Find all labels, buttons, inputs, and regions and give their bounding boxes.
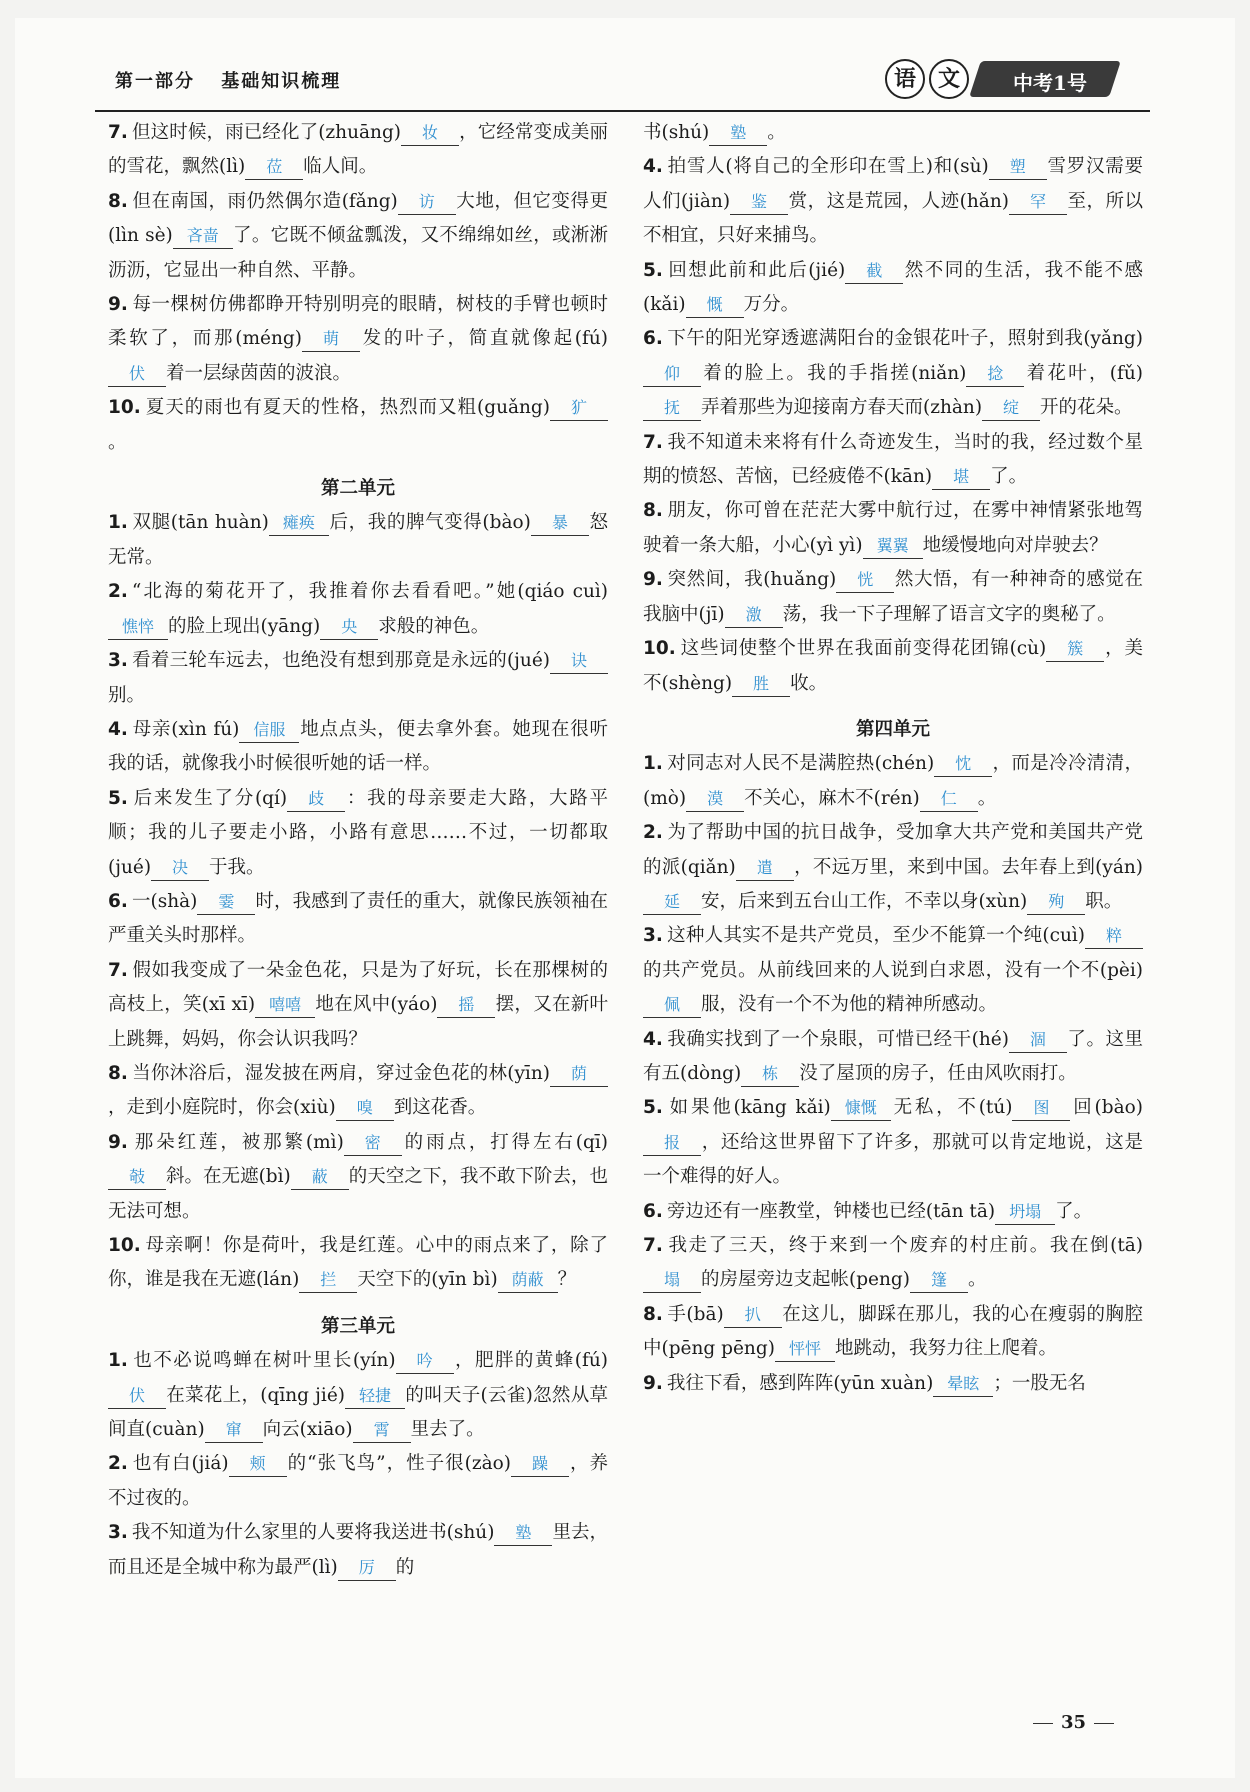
item-number: 8. [108, 1062, 128, 1084]
question-text: ，而是冷冷清清，(mò) [643, 753, 1143, 809]
answer-blank: 栋 [741, 1062, 799, 1087]
answer-blank: 漠 [686, 787, 744, 812]
question-text: 地缓慢地向对岸驶去？ [922, 534, 1108, 556]
question-text: 万分。 [743, 294, 800, 316]
answer-blank: 嘻嘻 [255, 993, 315, 1018]
exercise-item [108, 575, 608, 644]
answer-blank: 截 [845, 259, 903, 284]
item-number: 5. [108, 787, 128, 809]
question-text: 不关心，麻木不(rén) [744, 787, 920, 809]
question-text: 一(shà) [131, 890, 198, 912]
question-text: 拍雪人(将自己的全形印在雪上)和(sù) [666, 156, 989, 178]
item-number: 9. [108, 1131, 128, 1153]
question-text: 的雨点，打得左右(qī) [401, 1131, 608, 1153]
question-text: 弄着那些为迎接南方春天而(zhàn) [701, 397, 983, 419]
question-text: 我确实找到了一个泉眼，可惜已经干(hé) [666, 1028, 1009, 1050]
item-number: 3. [108, 1522, 128, 1544]
question-text: ：我的母亲要走大路，大路平顺；我的儿子要走小路，小路有意思……不过，一切都取(jué) [108, 787, 608, 878]
subject-char-2: 文 [929, 59, 969, 99]
answer-blank: 瘫痪 [269, 511, 329, 536]
question-text: 。 [767, 122, 786, 143]
answer-blank: 涸 [1009, 1028, 1067, 1053]
unit-spacer [643, 701, 1143, 713]
question-text: 当你沐浴后，湿发披在两肩，穿过金色花的林(yīn) [131, 1062, 550, 1084]
question-text: 这种人其实不是共产党员，至少不能算一个纯(cuì) [666, 925, 1085, 947]
answer-blank: 塑 [989, 155, 1047, 180]
item-number: 3. [108, 650, 128, 672]
item-number: 7. [108, 122, 128, 143]
answer-blank: 胜 [732, 672, 790, 697]
answer-blank: 仰 [643, 362, 701, 387]
item-number: 4. [643, 156, 663, 178]
question-text: 了。 [1055, 1200, 1093, 1222]
answer-blank: 颊 [229, 1452, 287, 1477]
answer-blank: 厉 [338, 1556, 396, 1581]
right-column [643, 116, 1143, 1401]
question-text: 对同志对人民不是满腔热(chén) [666, 753, 935, 775]
question-text: ，还给这世界留下了许多，那就可以肯定地说，这是一个难得的好人。 [643, 1131, 1143, 1188]
question-text: 里去，而且还是全城中称为最严(lì) [108, 1522, 608, 1578]
answer-blank: 访 [398, 190, 456, 215]
answer-blank: 塌 [643, 1268, 701, 1293]
question-text: 向云(xiāo) [262, 1419, 353, 1441]
question-text: 后，我的脾气变得(bào) [328, 512, 531, 534]
question-text: 时，我感到了责任的重大，就像民族领袖在严重关头时那样。 [108, 890, 608, 947]
item-number: 10. [108, 397, 141, 419]
exercise-item [108, 885, 608, 954]
question-text: 然大悟，有一种神奇的感觉在我脑中(jī) [643, 569, 1143, 625]
item-number: 5. [643, 1097, 663, 1119]
answer-blank: 憔悴 [108, 615, 168, 640]
answer-blank: 佩 [643, 993, 701, 1018]
exercise-item [108, 1057, 608, 1126]
answer-blank: 翼翼 [863, 534, 923, 559]
question-text: 在菜花上，(qīng jié) [166, 1384, 346, 1406]
question-text: 收。 [790, 672, 828, 694]
answer-blank: 犷 [550, 396, 608, 421]
item-number: 7. [643, 1235, 663, 1256]
header-section: 基础知识梳理 [221, 71, 342, 92]
question-text: 荡，我一下子理解了语言文字的奥秘了。 [782, 603, 1116, 625]
question-text: 着一层绿茵茵的波浪。 [166, 362, 352, 384]
answer-blank: 妆 [401, 121, 459, 146]
answer-blank: 央 [320, 615, 378, 640]
question-text: 的脸上现出(yāng) [168, 615, 321, 637]
unit-heading: 第四单元 [855, 718, 930, 740]
answer-blank: 荫蔽 [498, 1268, 558, 1293]
answer-blank: 诀 [550, 649, 608, 674]
exercise-item [108, 1126, 608, 1229]
answer-blank: 仁 [920, 787, 978, 812]
answer-blank: 决 [151, 856, 209, 881]
question-text: 。 [977, 787, 997, 809]
answer-blank: 殉 [1027, 890, 1085, 915]
answer-blank: 簇 [1046, 637, 1104, 662]
exercise-item [643, 116, 1143, 150]
question-text: 回想此前和此后(jié) [666, 259, 846, 281]
question-text: 那朵红莲，被那繁(mì) [131, 1131, 344, 1153]
question-text: 假如我变成了一朵金色花，只是为了好玩，长在那棵树的高枝上，笑(xī xī) [108, 959, 608, 1016]
answer-blank: 萌 [302, 327, 360, 352]
answer-blank: 摇 [437, 993, 495, 1018]
question-text: 后来发生了分(qí) [131, 787, 288, 809]
exercise-item [108, 116, 608, 185]
answer-blank: 窜 [205, 1418, 263, 1443]
question-text: 突然间，我(huǎng) [666, 569, 837, 591]
question-text: 没了屋顶的房子，任由风吹雨打。 [799, 1062, 1077, 1084]
question-text: 斜。在无遮(bì) [166, 1166, 291, 1188]
question-text: 下午的阳光穿透遮满阳台的金银花叶子，照射到我(yǎng) [666, 328, 1143, 350]
exercise-item [643, 1229, 1143, 1298]
question-text: ，养不过夜的。 [108, 1453, 608, 1509]
question-text: 为了帮助中国的抗日战争，受加拿大共产党和美国共产党的派(qiǎn) [643, 822, 1143, 878]
item-number: 1. [108, 1350, 128, 1372]
question-text: 开的花朵。 [1040, 397, 1133, 419]
question-text: 的共产党员。从前线回来的人说到白求恩，没有一个不(pèi) [643, 959, 1143, 981]
exercise-item [108, 288, 608, 391]
question-text: 了。 [990, 466, 1028, 488]
exercise-item [108, 1447, 608, 1516]
answer-blank: 抚 [643, 396, 701, 421]
question-text: ；一股无名 [993, 1372, 1086, 1394]
question-text: 着的脸上。我的手指搓(niǎn) [701, 362, 967, 384]
question-text: 我走了三天，终于来到一个废弃的村庄前。我在倒(tā) [666, 1235, 1143, 1256]
exercise-item [108, 1516, 608, 1585]
answer-blank: 歧 [287, 787, 345, 812]
question-text: 赏，这是荒园，人迹(hǎn) [788, 190, 1009, 212]
exercise-item [643, 322, 1143, 425]
question-text: 但这时候，雨已经化了(zhuāng) [131, 122, 402, 143]
answer-blank: 塾 [494, 1521, 552, 1546]
answer-blank: 篷 [910, 1268, 968, 1293]
question-text: 着花叶，(fǔ) [1024, 362, 1143, 384]
exercise-item [643, 563, 1143, 632]
question-text: 地跳动，我努力往上爬着。 [834, 1338, 1057, 1360]
item-number: 7. [643, 431, 663, 453]
question-text: ，走到小庭院时，你会(xiù) [108, 1097, 336, 1119]
exercise-item [643, 1091, 1143, 1194]
answer-blank: 怦怦 [775, 1337, 835, 1362]
question-text: 的房屋旁边支起帐(peng) [701, 1269, 910, 1291]
answer-blank: 激 [725, 603, 783, 628]
question-text: 我不知道未来将有什么奇迹发生，当时的我，经过数个星期的愤怒、苦恼，已经疲倦不(kān) [643, 431, 1143, 488]
question-text: 双腿(tān huàn) [131, 512, 269, 534]
question-text: 摆，又在新叶上跳舞，妈妈，你会认识我吗？ [108, 994, 608, 1050]
question-text: 职。 [1085, 890, 1123, 912]
subject-logo [885, 59, 973, 99]
unit-heading: 第二单元 [320, 478, 395, 500]
book-badge-text: 中考1号 [1013, 71, 1087, 95]
answer-blank: 晕眩 [933, 1372, 993, 1397]
question-text: 的“张飞鸟”，性子很(zào) [286, 1453, 511, 1475]
question-text: 别。 [108, 684, 146, 706]
item-number: 2. [643, 822, 663, 844]
answer-blank: 霎 [197, 890, 255, 915]
question-text: 雪罗汉需要人们(jiàn) [643, 156, 1143, 212]
item-number: 8. [643, 1303, 663, 1325]
question-text: ，不远万里，来到中国。去年春上到(yán) [793, 856, 1143, 878]
answer-blank: 密 [344, 1131, 402, 1156]
question-text: 求般的神色。 [378, 615, 490, 637]
answer-blank: 躁 [511, 1452, 569, 1477]
answer-blank: 延 [643, 890, 701, 915]
question-text: 母亲(xìn fú) [131, 718, 240, 740]
question-text: 手(bā) [666, 1303, 724, 1325]
question-text: 在这儿，脚踩在那儿，我的心在瘦弱的胸腔中(pēng pēng) [643, 1303, 1143, 1360]
exercise-item [108, 1229, 608, 1298]
question-text: 我不知道为什么家里的人要将我送进书(shú) [131, 1522, 495, 1544]
item-number: 9. [108, 294, 128, 316]
answer-blank: 慨 [686, 293, 744, 318]
unit-heading: 第三单元 [320, 1315, 395, 1337]
question-text: ，美不(shèng) [643, 638, 1143, 694]
item-number: 2. [108, 1453, 128, 1475]
question-text: 但在南国，雨仍然偶尔造(fǎng) [131, 190, 398, 212]
answer-blank: 吝啬 [173, 224, 233, 249]
exercise-item [108, 782, 608, 885]
answer-blank: 图 [1012, 1096, 1070, 1121]
question-text: 天空下的(yīn bì) [357, 1269, 498, 1291]
question-text: 回(bào) [1070, 1097, 1143, 1119]
item-number: 9. [643, 1372, 663, 1394]
question-text: 每一棵树仿佛都睁开特别明亮的眼睛，树枝的手臂也顿时柔软了，而那(méng) [108, 294, 608, 350]
item-number: 6. [643, 1200, 663, 1222]
question-text: 如果他(kāng kǎi) [666, 1097, 831, 1119]
answer-blank: 嗅 [336, 1096, 394, 1121]
answer-blank: 暴 [531, 511, 589, 536]
item-number: 4. [108, 718, 128, 740]
question-text: 临人间。 [303, 156, 378, 178]
question-text: 也不必说鸣蝉在树叶里长(yín) [131, 1350, 396, 1372]
answer-blank: 绽 [982, 396, 1040, 421]
question-text: 地点点头，便去拿外套。她现在很听我的话，就像我小时候很听她的话一样。 [108, 718, 608, 775]
exercise-item [643, 747, 1143, 816]
question-text: 。 [967, 1269, 987, 1291]
exercise-item [108, 1344, 608, 1447]
exercise-item [108, 391, 608, 460]
question-text: 服，没有一个不为他的精神所感动。 [701, 994, 998, 1016]
item-number: 1. [108, 512, 128, 534]
answer-blank: 鉴 [730, 190, 788, 215]
answer-blank: 罕 [1009, 190, 1067, 215]
item-number: 8. [643, 500, 663, 522]
answer-blank: 粹 [1085, 924, 1143, 949]
answer-blank: 恍 [836, 568, 894, 593]
item-number: 5. [643, 259, 663, 281]
answer-blank: 伏 [108, 1384, 166, 1409]
item-number: 4. [643, 1028, 663, 1050]
question-text: 怒无常。 [108, 512, 608, 568]
answer-blank: 遣 [736, 856, 794, 881]
question-text: 旁边还有一座教堂，钟楼也已经(tān tā) [666, 1200, 996, 1222]
question-text: 母亲啊！你是荷叶，我是红莲。心中的雨点来了，除了你，谁是我在无遮(lán) [108, 1235, 608, 1291]
question-text: ，肥胖的黄蜂(fú) [453, 1350, 608, 1372]
answer-blank: 堪 [932, 465, 990, 490]
header-part: 第一部分 [115, 71, 195, 92]
answer-blank: 蔽 [291, 1165, 349, 1190]
unit-spacer [108, 460, 608, 472]
question-text: 至，所以不相宜，只好来捕鸟。 [643, 190, 1143, 247]
answer-blank: 报 [643, 1131, 701, 1156]
question-text: 也有白(jiá) [131, 1453, 229, 1475]
question-text: 地在风中(yáo) [315, 994, 438, 1016]
item-number: 1. [643, 753, 663, 775]
question-text: 里去了。 [410, 1419, 485, 1441]
answer-blank: 荫 [550, 1062, 608, 1087]
answer-blank: 慷慨 [831, 1096, 891, 1121]
answer-blank: 吟 [396, 1349, 454, 1374]
answer-blank: 坍塌 [995, 1200, 1055, 1225]
exercise-item [643, 150, 1143, 253]
item-number: 10. [108, 1235, 141, 1256]
question-text: 朋友，你可曾在茫茫大雾中航行过，在雾中神情紧张地驾驶着一条大船，小心(yì yì) [643, 500, 1143, 556]
exercise-item [643, 1367, 1143, 1401]
item-number: 6. [643, 328, 663, 350]
page-number: 35 [1025, 1712, 1122, 1733]
question-text: 发的叶子，简直就像起(fú) [359, 328, 609, 350]
exercise-item [643, 254, 1143, 323]
exercise-item [643, 919, 1143, 1022]
question-text: 夏天的雨也有夏天的性格，热烈而又粗(guǎng) [144, 397, 550, 419]
item-number: 7. [108, 959, 128, 981]
item-number: 9. [643, 569, 663, 591]
question-text: 的 [395, 1556, 415, 1578]
exercise-item [108, 185, 608, 288]
answer-blank: 忱 [934, 752, 992, 777]
exercise-item [108, 713, 608, 782]
answer-blank: 伏 [108, 362, 166, 387]
question-text: ，它经常变成美丽的雪花，飘然(lì) [108, 122, 608, 178]
question-text: 了。它既不倾盆瓢泼，又不绵绵如丝，或淅淅沥沥，它显出一种自然、平静。 [108, 225, 608, 281]
exercise-item [643, 1298, 1143, 1367]
question-text: 。 [108, 431, 127, 453]
question-text: 的叫天子(云雀)忽然从草间直(cuàn) [108, 1384, 609, 1441]
answer-blank: 霄 [353, 1418, 411, 1443]
question-text: 无私，不(tú) [890, 1097, 1013, 1119]
question-text: 我往下看，感到阵阵(yūn xuàn) [666, 1372, 934, 1394]
item-number: 3. [643, 925, 663, 947]
page-header [95, 55, 1150, 112]
answer-blank: 攲 [108, 1165, 166, 1190]
answer-blank: 拦 [299, 1268, 357, 1293]
question-text: 安，后来到五台山工作，不幸以身(xùn) [701, 890, 1028, 912]
exercise-item [643, 1023, 1143, 1092]
answer-blank: 扒 [724, 1303, 782, 1328]
exercise-item [108, 506, 608, 575]
exercise-item [643, 426, 1143, 495]
answer-blank: 莅 [245, 155, 303, 180]
question-text: 于我。 [209, 856, 265, 878]
item-number: 2. [108, 581, 128, 603]
question-text: 然不同的生活，我不能不感(kǎi) [643, 259, 1143, 316]
question-text: 书(shú) [643, 122, 710, 143]
question-text: ？ [557, 1269, 577, 1291]
exercise-item [108, 954, 608, 1057]
left-column [108, 116, 608, 1585]
question-text: “北海的菊花开了，我推着你去看看吧。”她(qiáo cuì) [131, 581, 608, 603]
exercise-item [643, 1195, 1143, 1229]
question-text: 看着三轮车远去，也绝没有想到那竟是永远的(jué) [131, 650, 550, 672]
item-number: 10. [643, 638, 676, 660]
exercise-item [643, 632, 1143, 701]
subject-char-1: 语 [885, 59, 925, 99]
answer-blank: 捻 [966, 362, 1024, 387]
answer-blank: 塾 [709, 121, 767, 146]
unit-spacer [108, 1298, 608, 1310]
answer-blank: 轻捷 [345, 1384, 405, 1409]
exercise-item [108, 644, 608, 713]
answer-blank: 信服 [239, 718, 299, 743]
question-text: 的天空之下，我不敢下阶去，也无法可想。 [108, 1166, 608, 1222]
item-number: 8. [108, 190, 128, 212]
exercise-item [643, 816, 1143, 919]
question-text: 大地，但它变得更(lìn sè) [108, 190, 608, 247]
question-text: 这些词使整个世界在我面前变得花团锦(cù) [679, 638, 1047, 660]
question-text: 到这花香。 [393, 1097, 487, 1119]
item-number: 6. [108, 890, 128, 912]
question-text: 了。这里有五(dòng) [643, 1028, 1143, 1084]
exercise-item [643, 494, 1143, 563]
